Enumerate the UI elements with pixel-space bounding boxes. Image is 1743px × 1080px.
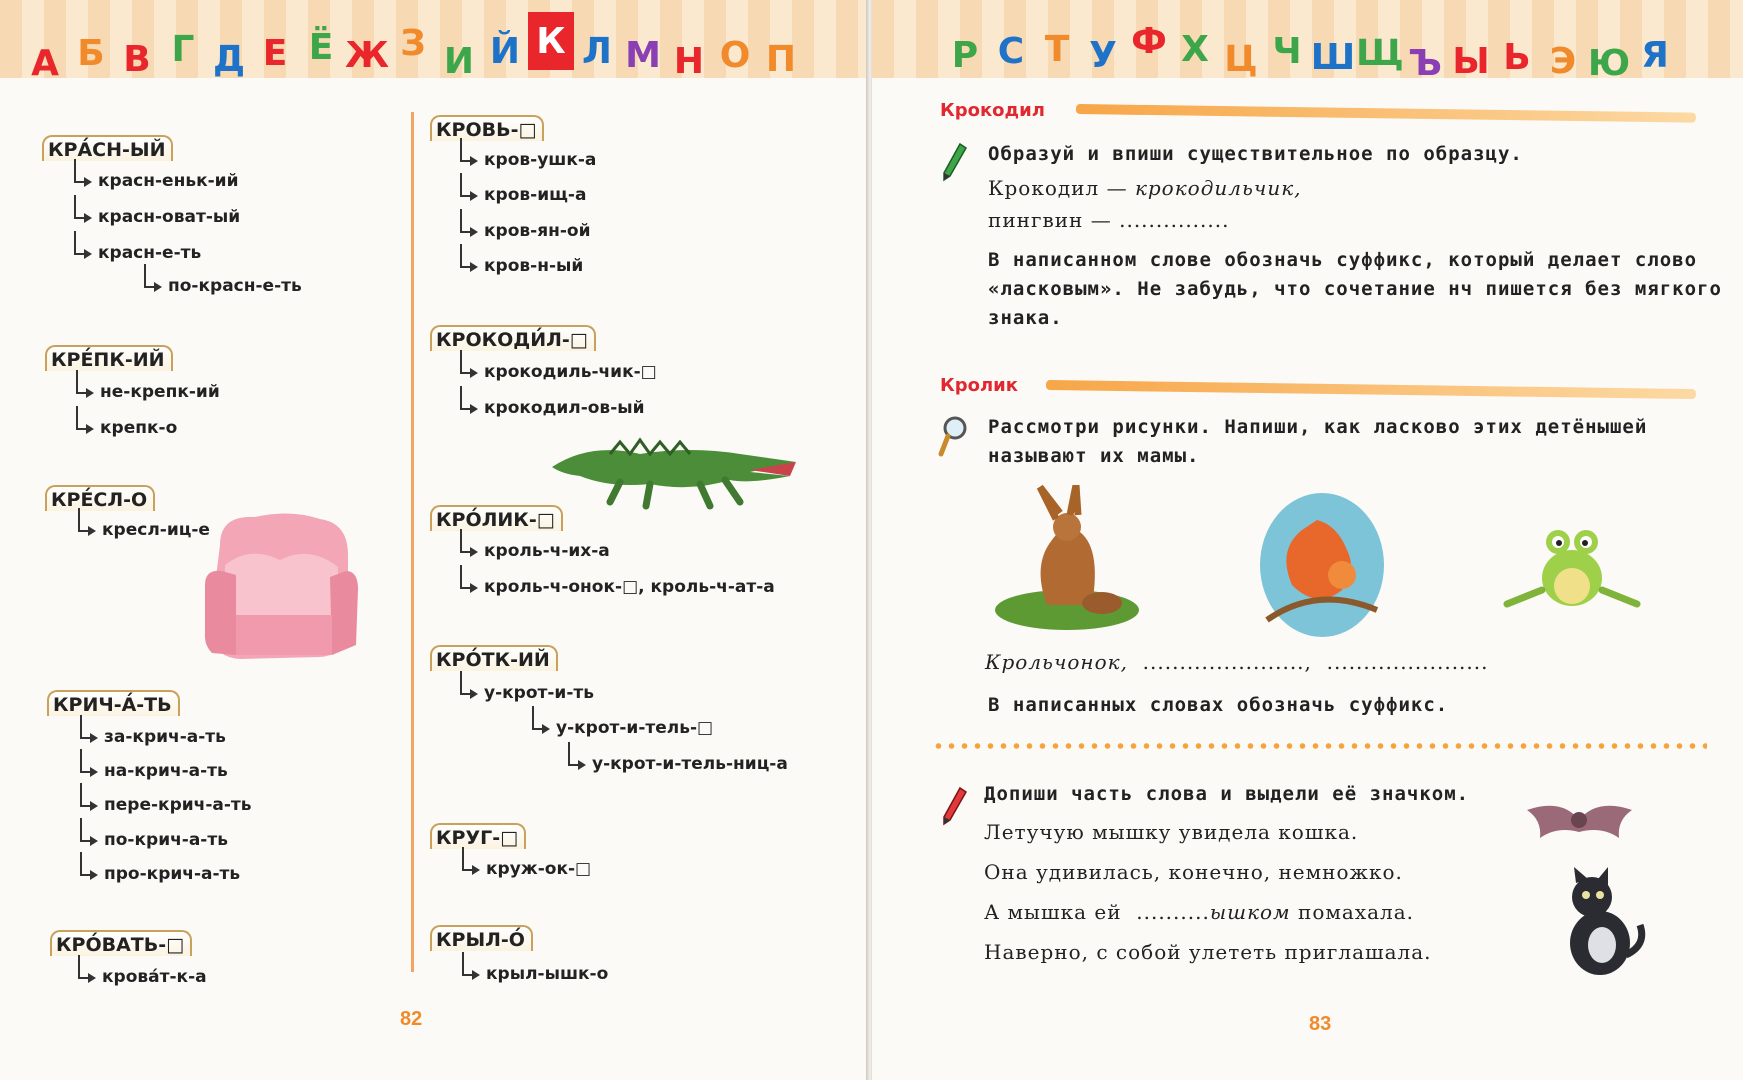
alphabet-letter: Х	[1181, 29, 1209, 70]
entry-sub: про-крич-а-ть	[104, 864, 241, 884]
alphabet-letter: Ё	[308, 27, 334, 68]
alphabet-row-left	[22, 12, 804, 92]
alphabet-letter: У	[1089, 35, 1117, 76]
poem-line: Летучую мышку увидела кошка.	[984, 820, 1359, 844]
task2-note: В написанных словах обозначь суффикс.	[988, 694, 1449, 716]
alphabet-letter: Ф	[1131, 21, 1167, 62]
task1-instruction: Образуй и впиши существительное по образцу.	[988, 143, 1523, 165]
entry-sub: крова́т-к-а	[102, 967, 207, 987]
alphabet-letter: К	[528, 12, 574, 70]
alphabet-letter: Н	[673, 41, 705, 82]
task1-note: В написанном слове обозначь суффикс, который делает слово «ласковым». Не забудь, что сочетание нч пишется без мягкого знака.	[988, 249, 1722, 329]
armchair-illustration	[200, 505, 360, 665]
poem-line: А мышка ей ..........ышком помахала.	[984, 900, 1415, 924]
entry-head: КРЫЛ-О́	[430, 925, 533, 951]
entry-sub: крокодиль-чик-□	[484, 362, 657, 382]
entry-sub: кров-ушк-а	[484, 150, 597, 170]
entry-head: КРО́ЛИК-□	[430, 505, 563, 531]
section-title-krolik: Кролик	[940, 375, 1018, 396]
task2-answer-line: Крольчонок, ......................, ......................	[985, 650, 1489, 674]
entry-sub: красн-еньк-ий	[98, 171, 239, 191]
alphabet-letter: Ш	[1310, 37, 1356, 78]
task1-line1: Крокодил — крокодильчик,	[988, 176, 1302, 200]
magnifier-icon	[938, 416, 968, 458]
alphabet-letter: С	[997, 31, 1025, 72]
alphabet-letter: Д	[212, 39, 246, 80]
entry-head: КРИЧ-А́-ТЬ	[47, 690, 180, 716]
left-page	[0, 0, 868, 1080]
cat-illustration	[1552, 865, 1647, 985]
entry-head: КРА́СН-ЫЙ	[42, 135, 173, 161]
alphabet-letter: Ы	[1452, 41, 1490, 82]
entry-sub: кресл-иц-е	[102, 520, 210, 540]
pencil-icon	[942, 142, 968, 182]
entry-head: КРОВЬ-□	[430, 115, 544, 141]
entry-subsub: у-крот-и-тель-□	[556, 718, 714, 738]
entry-sub: кроль-ч-онок-□, кроль-ч-ат-а	[484, 577, 775, 597]
right-page	[872, 0, 1743, 1080]
entry-sub: на-крич-а-ть	[104, 761, 228, 781]
alphabet-letter: О	[719, 35, 751, 76]
entry-sub: по-крич-а-ть	[104, 830, 228, 850]
alphabet-letter: Я	[1641, 35, 1669, 76]
pencil-red-icon	[942, 786, 968, 826]
poem-line: Она удивилась, конечно, немножко.	[984, 860, 1403, 884]
dotted-separator	[932, 743, 1707, 749]
alphabet-letter: В	[123, 39, 151, 80]
page-number-right: 83	[1309, 1013, 1332, 1035]
entry-head: КРЕ́ПК-ИЙ	[45, 345, 173, 371]
entry-sub: крыл-ышк-о	[486, 964, 609, 984]
alphabet-letter: Л	[582, 31, 612, 72]
section-bar	[1076, 104, 1696, 123]
bat-illustration	[1522, 790, 1637, 850]
alphabet-letter: М	[625, 35, 661, 76]
entry-sub: у-крот-и-ть	[484, 683, 595, 703]
alphabet-letter: Б	[77, 33, 105, 74]
alphabet-letter: И	[443, 41, 475, 82]
alphabet-letter: Ю	[1587, 43, 1631, 84]
entry-subsub: у-крот-и-тель-ниц-а	[592, 754, 788, 774]
alphabet-letter: З	[400, 23, 426, 64]
column-divider	[411, 112, 414, 972]
entry-sub: кроль-ч-их-а	[484, 541, 610, 561]
alphabet-letter: Ь	[1503, 37, 1531, 78]
alphabet-letter: Е	[262, 33, 288, 74]
alphabet-letter: Ч	[1272, 31, 1302, 72]
entry-head: КРОКОДИ́Л-□	[430, 325, 596, 351]
entry-sub: кров-ян-ой	[484, 221, 591, 241]
alphabet-letter: Г	[171, 29, 195, 70]
entry-sub: крокодил-ов-ый	[484, 398, 645, 418]
entry-head: КРУГ-□	[430, 823, 526, 849]
entry-sub: круж-ок-□	[486, 859, 592, 879]
page-number-left: 82	[400, 1008, 423, 1030]
entry-sub: пере-крич-а-ть	[104, 795, 252, 815]
frog-illustration	[1502, 520, 1642, 615]
alphabet-letter: Р	[951, 35, 979, 76]
entry-sub: красн-е-ть	[98, 243, 202, 263]
squirrel-illustration	[1257, 490, 1387, 640]
alphabet-letter: Ц	[1224, 39, 1258, 80]
alphabet-letter: А	[31, 43, 59, 84]
task2-instruction: Рассмотри рисунки. Напиши, как ласково этих детёнышей называют их мамы.	[988, 416, 1648, 467]
alphabet-letter: П	[765, 39, 797, 80]
entry-sub: кров-ищ-а	[484, 185, 587, 205]
alphabet-letter: Ж	[344, 35, 390, 76]
entry-head: КРО́ТК-ИЙ	[430, 645, 558, 671]
entry-sub: крепк-о	[100, 418, 178, 438]
alphabet-row-right	[942, 12, 1678, 92]
alphabet-letter: Т	[1044, 29, 1070, 70]
section-title-krokodil: Крокодил	[940, 100, 1045, 121]
entry-sub: не-крепк-ий	[100, 382, 220, 402]
section-bar	[1046, 380, 1696, 399]
alphabet-letter: Щ	[1356, 33, 1404, 74]
entry-sub: красн-оват-ый	[98, 207, 241, 227]
entry-subsub: по-красн-е-ть	[168, 276, 302, 296]
hare-illustration	[992, 485, 1142, 630]
entry-sub: кров-н-ый	[484, 256, 584, 276]
alphabet-letter: Э	[1549, 41, 1577, 82]
alphabet-letter: Ъ	[1408, 43, 1442, 84]
entry-head: КРО́ВАТЬ-□	[50, 930, 192, 956]
crocodile-illustration	[550, 432, 800, 512]
alphabet-letter: Й	[489, 31, 521, 72]
task1-line2: пингвин — ...............	[988, 208, 1230, 232]
task3-instruction: Допиши часть слова и выдели её значком.	[984, 783, 1470, 805]
entry-head: КРЕ́СЛ-О	[45, 485, 155, 511]
entry-sub: за-крич-а-ть	[104, 727, 226, 747]
poem-line: Наверно, с собой улететь приглашала.	[984, 940, 1432, 964]
